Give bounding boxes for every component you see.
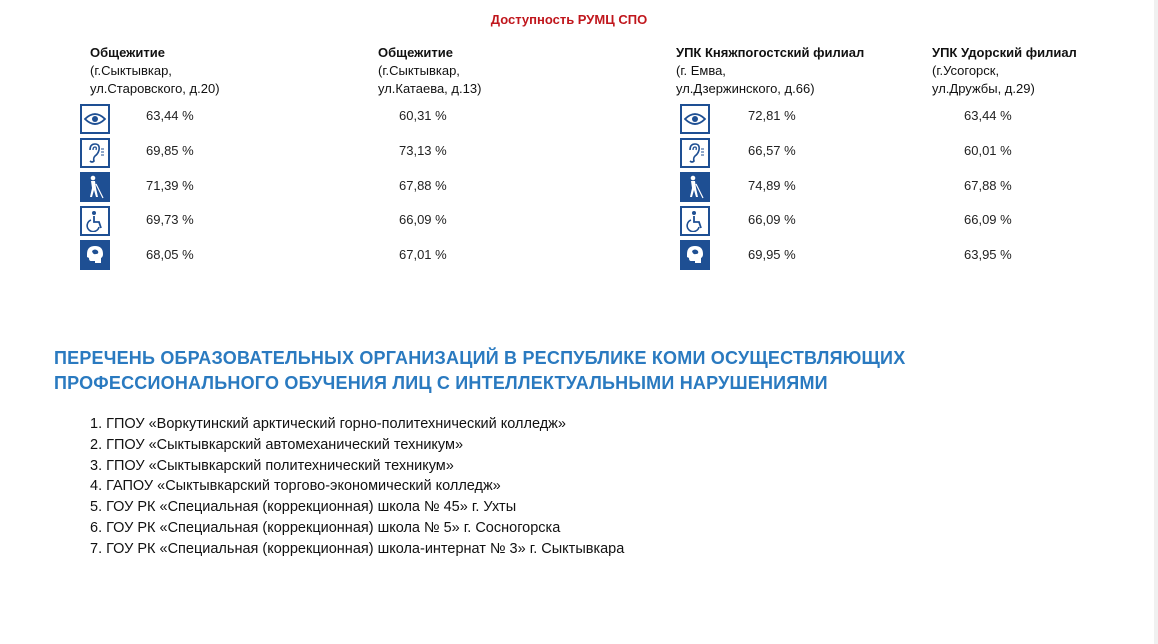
head-brain-icon — [680, 240, 710, 270]
section-heading-line: ПРОФЕССИОНАЛЬНОГО ОБУЧЕНИЯ ЛИЦ С ИНТЕЛЛЕКТУАЛЬНЫМИ НАРУШЕНИЯМИ — [54, 373, 828, 393]
section-heading-line: ПЕРЕЧЕНЬ ОБРАЗОВАТЕЛЬНЫХ ОРГАНИЗАЦИЙ В РЕСПУБЛИКЕ КОМИ ОСУЩЕСТВЛЯЮЩИХ — [54, 348, 906, 368]
percent-value: 66,09 % — [748, 212, 796, 227]
column-dormitory-kataeva — [378, 44, 481, 98]
wheelchair-icon — [80, 206, 110, 236]
column-upk-udora — [932, 44, 1077, 98]
wheelchair-icon — [680, 206, 710, 236]
list-item: 1. ГПОУ «Воркутинский арктический горно-политехнический колледж» — [90, 416, 566, 432]
list-item: 6. ГОУ РК «Специальная (коррекционная) школа № 5» г. Сосногорска — [90, 519, 561, 536]
percent-value: 67,01 % — [399, 247, 447, 262]
column-address-line: (г. Емва, — [676, 63, 726, 78]
percent-value: 68,05 % — [146, 247, 194, 262]
percent-value: 73,13 % — [399, 143, 447, 158]
percent-value: 67,88 % — [399, 178, 447, 193]
percent-value: 60,01 % — [964, 143, 1012, 158]
head-brain-icon — [80, 240, 110, 270]
column-address-line: ул.Дзержинского, д.66) — [676, 81, 815, 96]
column-address-line: ул.Дружбы, д.29) — [932, 81, 1035, 96]
column-heading: УПК Княжпогостский филиал — [676, 45, 865, 60]
percent-value: 74,89 % — [748, 178, 796, 193]
column-heading: Общежитие — [378, 45, 453, 60]
column-address-line: (г.Сыктывкар, — [378, 63, 460, 78]
list-item: 3. ГПОУ «Сыктывкарский политехнический техникум» — [90, 457, 454, 474]
column-address-line: ул.Катаева, д.13) — [378, 81, 482, 96]
column-dormitory-starovskogo — [90, 44, 220, 98]
percent-value: 60,31 % — [399, 108, 447, 123]
percent-value: 71,39 % — [146, 178, 194, 193]
percent-value: 66,09 % — [399, 212, 447, 227]
percent-value: 66,57 % — [748, 143, 796, 158]
ear-icon — [80, 138, 110, 168]
percent-value: 69,95 % — [748, 247, 796, 262]
percent-value: 69,85 % — [146, 143, 194, 158]
blind-person-icon — [80, 172, 110, 202]
list-item: 7. ГОУ РК «Специальная (коррекционная) школа-интернат № 3» г. Сыктывкара — [90, 540, 625, 557]
percent-value: 69,73 % — [146, 212, 194, 227]
organizations-list — [90, 414, 624, 560]
column-upk-knyazhpogost — [676, 44, 864, 98]
page-title: Доступность РУМЦ СПО — [490, 12, 648, 27]
page-edge — [1154, 0, 1158, 644]
eye-icon — [680, 104, 710, 134]
ear-icon — [680, 138, 710, 168]
list-item: 5. ГОУ РК «Специальная (коррекционная) школа № 45» г. Ухты — [90, 499, 517, 516]
percent-value: 66,09 % — [964, 212, 1012, 227]
list-item: 4. ГАПОУ «Сыктывкарский торгово-экономический колледж» — [90, 478, 501, 495]
column-heading: УПК Удорский филиал — [932, 45, 1077, 60]
percent-value: 63,44 % — [964, 108, 1012, 123]
column-heading: Общежитие — [90, 45, 165, 60]
column-address-line: (г.Усогорск, — [932, 63, 1000, 78]
blind-person-icon — [680, 172, 710, 202]
percent-value: 63,95 % — [964, 247, 1012, 262]
percent-value: 67,88 % — [964, 178, 1012, 193]
list-item: 2. ГПОУ «Сыктывкарский автомеханический техникум» — [90, 436, 464, 453]
column-address-line: ул.Старовского, д.20) — [90, 81, 220, 96]
eye-icon — [80, 104, 110, 134]
section-heading — [54, 346, 954, 396]
percent-value: 72,81 % — [748, 108, 796, 123]
percent-value: 63,44 % — [146, 108, 194, 123]
column-address-line: (г.Сыктывкар, — [90, 63, 172, 78]
